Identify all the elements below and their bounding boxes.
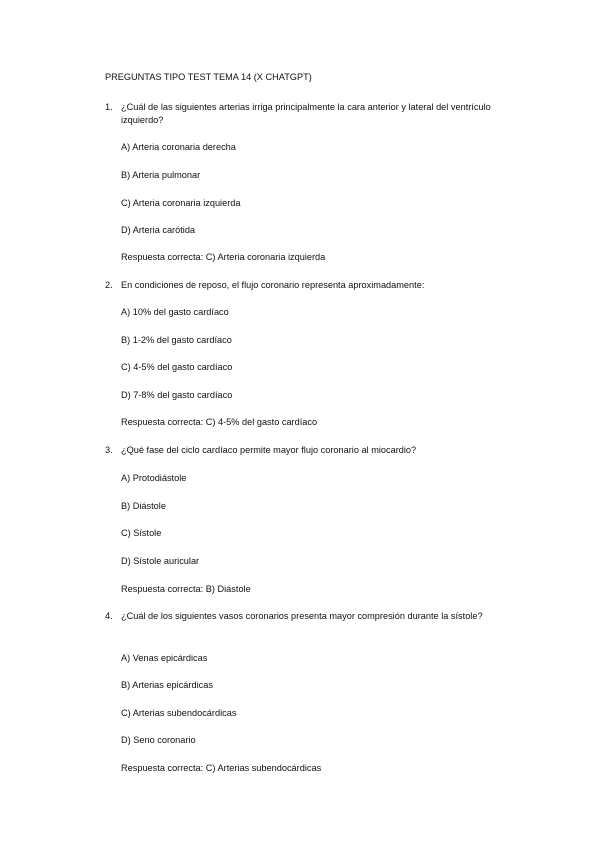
question-number: 2. bbox=[105, 280, 113, 290]
option-a: A) Venas epicárdicas bbox=[121, 653, 208, 663]
correct-answer: Respuesta correcta: C) Arterias subendocárdicas bbox=[121, 763, 322, 773]
option-b: B) 1-2% del gasto cardíaco bbox=[121, 335, 232, 345]
option-a: A) Protodiástole bbox=[121, 473, 187, 483]
question-text: ¿Cuál de las siguientes arterias irriga principalmente la cara anterior y lateral del ventrículo izquierdo? bbox=[121, 102, 491, 125]
option-c: C) 4-5% del gasto cardíaco bbox=[121, 362, 233, 372]
option-d: D) 7-8% del gasto cardíaco bbox=[121, 390, 233, 400]
question-text: ¿Qué fase del ciclo cardíaco permite mayor flujo coronario al miocardio? bbox=[121, 445, 417, 455]
question-number: 1. bbox=[105, 102, 113, 112]
option-c: C) Sístole bbox=[121, 528, 162, 538]
option-a: A) 10% del gasto cardíaco bbox=[121, 307, 229, 317]
question-number: 4. bbox=[105, 611, 113, 621]
correct-answer: Respuesta correcta: C) 4-5% del gasto cardíaco bbox=[121, 417, 318, 427]
option-c: C) Arterias subendocárdicas bbox=[121, 708, 237, 718]
option-b: B) Arterias epicárdicas bbox=[121, 680, 213, 690]
document-title: PREGUNTAS TIPO TEST TEMA 14 (X CHATGPT) bbox=[105, 72, 312, 82]
question-number: 3. bbox=[105, 445, 113, 455]
correct-answer: Respuesta correcta: C) Arteria coronaria izquierda bbox=[121, 252, 326, 262]
option-b: B) Diástole bbox=[121, 501, 166, 511]
question-text: ¿Cuál de los siguientes vasos coronarios presenta mayor compresión durante la sístole? bbox=[121, 611, 483, 621]
option-c: C) Arteria coronaria izquierda bbox=[121, 198, 241, 208]
option-a: A) Arteria coronaria derecha bbox=[121, 142, 236, 152]
question-text: En condiciones de reposo, el flujo coronario representa aproximadamente: bbox=[121, 280, 425, 290]
option-d: D) Seno coronario bbox=[121, 735, 196, 745]
option-d: D) Arteria carótida bbox=[121, 225, 196, 235]
correct-answer: Respuesta correcta: B) Diástole bbox=[121, 584, 251, 594]
option-b: B) Arteria pulmonar bbox=[121, 170, 201, 180]
option-d: D) Sístole auricular bbox=[121, 556, 200, 566]
